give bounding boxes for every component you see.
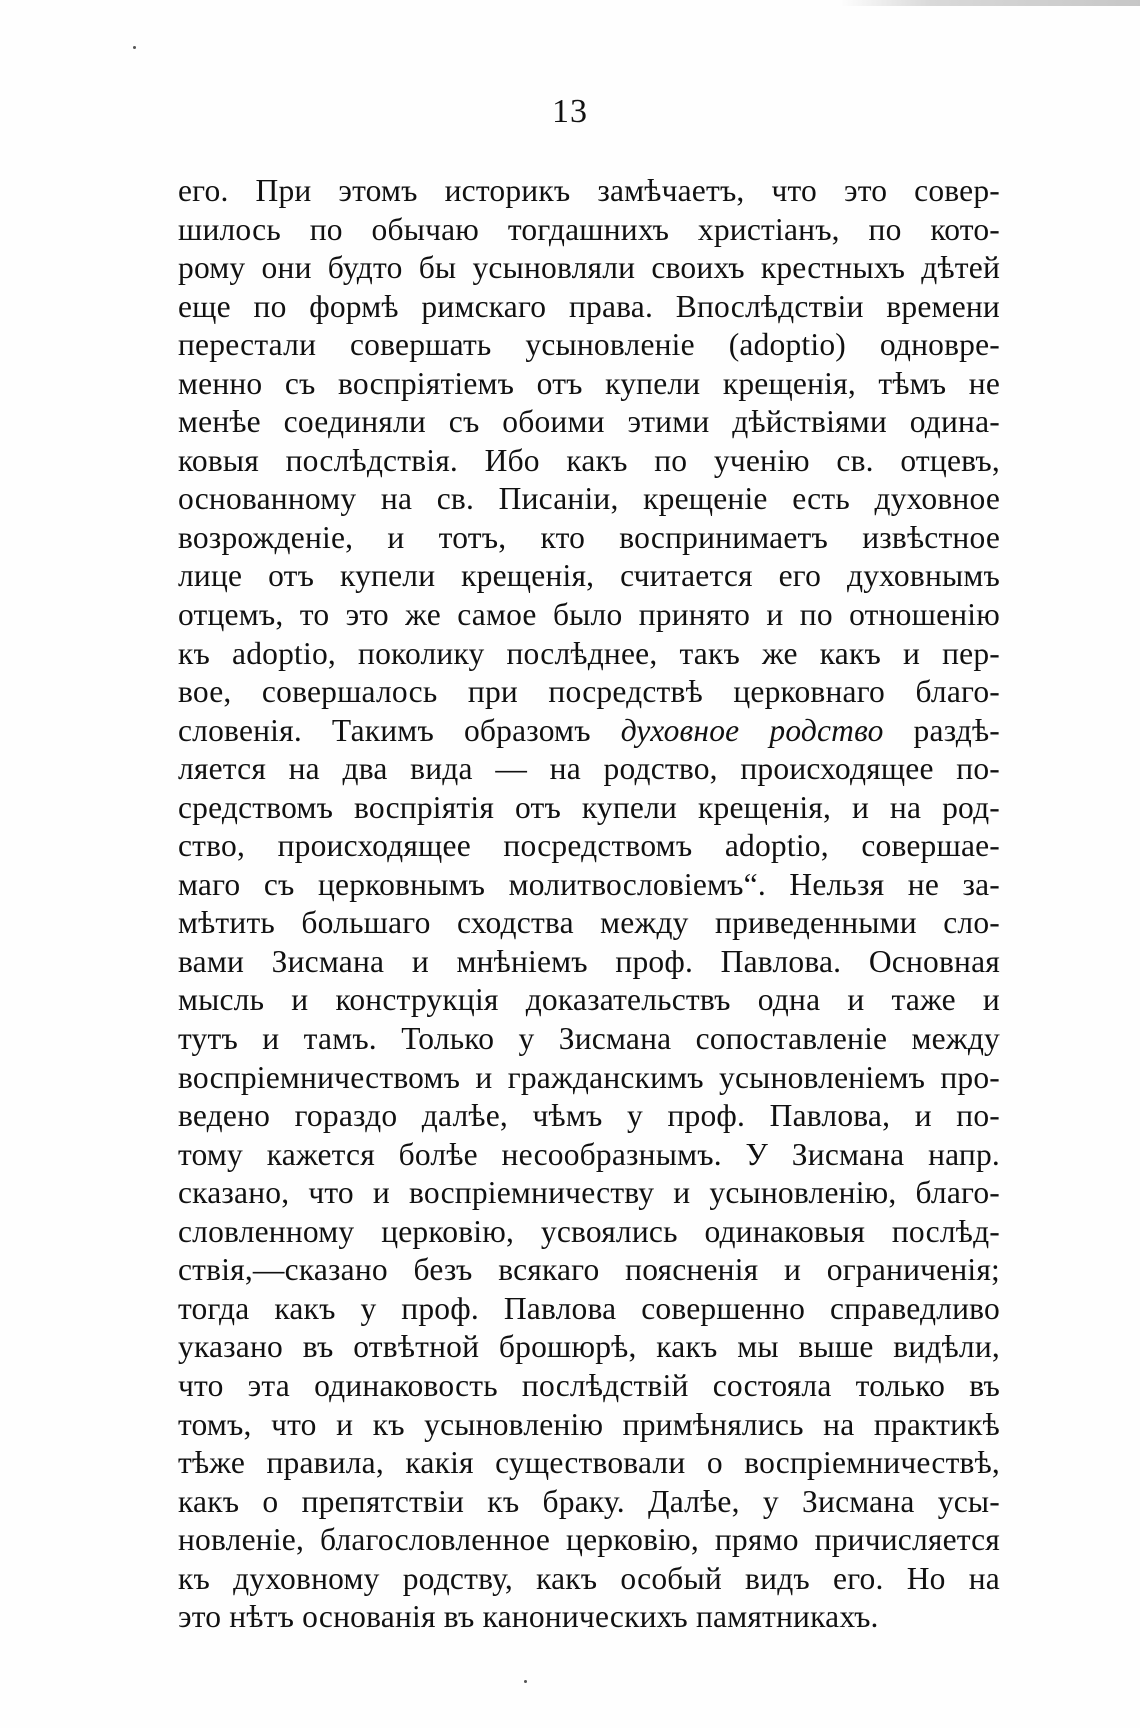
italic-term: духовное родство xyxy=(620,712,884,748)
text-line: тому кажется болѣе несообразнымъ. У Зисмана напр. xyxy=(178,1136,1000,1172)
text-line: какъ о препятствіи къ браку. Далѣе, у Зисмана усы- xyxy=(178,1483,1000,1519)
text-segment: словенія. Такимъ образомъ xyxy=(178,712,621,748)
text-line: мысль и конструкція доказательствъ одна и таже и xyxy=(178,982,1000,1018)
scan-edge-mark xyxy=(840,0,1140,6)
text-line: шилось по обычаю тогдашнихъ христіанъ, по кото- xyxy=(178,211,1000,247)
text-line: томъ, что и къ усыновленію примѣнялись на практикѣ xyxy=(178,1406,1000,1442)
text-line: ковыя послѣдствія. Ибо какъ по ученію св. отцевъ, xyxy=(178,442,1000,478)
text-line: тутъ и тамъ. Только у Зисмана сопоставленіе между xyxy=(178,1021,1000,1057)
text-line: мѣтить большаго сходства между приведенными сло- xyxy=(178,905,1000,941)
text-line: словленному церковію, усвоялись одинаковыя послѣд- xyxy=(178,1213,1000,1249)
text-line: рому они будто бы усыновляли своихъ крестныхъ дѣтей xyxy=(178,250,1000,286)
text-line: тѣже правила, какія существовали о воспріемничествѣ, xyxy=(178,1445,1000,1481)
text-line: ство, происходящее посредствомъ adoptio, совершае- xyxy=(178,828,1000,864)
text-line: основанному на св. Писаніи, крещеніе есть духовное xyxy=(178,481,1000,517)
text-segment: раздѣ- xyxy=(883,712,1000,748)
text-line: тогда какъ у проф. Павлова совершенно справедливо xyxy=(178,1290,1000,1326)
text-line: средствомъ воспріятія отъ купели крещенія, и на род- xyxy=(178,789,1000,825)
text-line: воспріемничествомъ и гражданскимъ усыновленіемъ про- xyxy=(178,1059,1000,1095)
text-line: что эта одинаковость послѣдствій состояла только въ xyxy=(178,1367,1000,1403)
text-line: сказано, что и воспріемничеству и усыновленію, благо- xyxy=(178,1175,1000,1211)
scan-speck xyxy=(524,1680,527,1683)
text-line: возрожденіе, и тотъ, кто воспринимаетъ извѣстное xyxy=(178,519,1000,555)
text-line: лице отъ купели крещенія, считается его духовнымъ xyxy=(178,558,1000,594)
text-line: вое, совершалось при посредствѣ церковнаго благо- xyxy=(178,674,1000,710)
text-line xyxy=(178,712,1000,751)
text-line: вами Зисмана и мнѣніемъ проф. Павлова. Основная xyxy=(178,943,1000,979)
scan-speck xyxy=(133,46,136,49)
body-text xyxy=(178,172,1000,1637)
text-line: его. При этомъ историкъ замѣчаетъ, что это совер- xyxy=(178,173,1000,208)
text-line: перестали совершать усыновленіе (adoptio) одновре- xyxy=(178,327,1000,363)
text-line: ствія,—сказано безъ всякаго поясненія и ограниченія; xyxy=(178,1252,1000,1288)
text-line: указано въ отвѣтной брошюрѣ, какъ мы выше видѣли, xyxy=(178,1329,1000,1365)
text-line: новленіе, благословленное церковію, прямо причисляется xyxy=(178,1522,1000,1558)
text-line: ляется на два вида — на родство, происходящее по- xyxy=(178,751,1000,787)
text-line: еще по формѣ римскаго права. Впослѣдствіи времени xyxy=(178,288,1000,324)
text-line: это нѣтъ основанія въ каноническихъ памятникахъ. xyxy=(178,1599,879,1635)
page-number: 13 xyxy=(552,93,588,130)
text-line: менно съ воспріятіемъ отъ купели крещенія, тѣмъ не xyxy=(178,365,1000,401)
text-line: къ adoptio, поколику послѣднее, такъ же какъ и пер- xyxy=(178,635,1000,671)
text-line: маго съ церковнымъ молитвословіемъ“. Нельзя не за- xyxy=(178,866,1000,902)
text-line: ведено гораздо далѣе, чѣмъ у проф. Павлова, и по- xyxy=(178,1098,1000,1134)
text-line: отцемъ, то это же самое было принято и по отношенію xyxy=(178,597,1000,633)
text-line: менѣе соединяли съ обоими этими дѣйствіями одина- xyxy=(178,404,1000,440)
text-line: къ духовному родству, какъ особый видъ его. Но на xyxy=(178,1560,1000,1596)
